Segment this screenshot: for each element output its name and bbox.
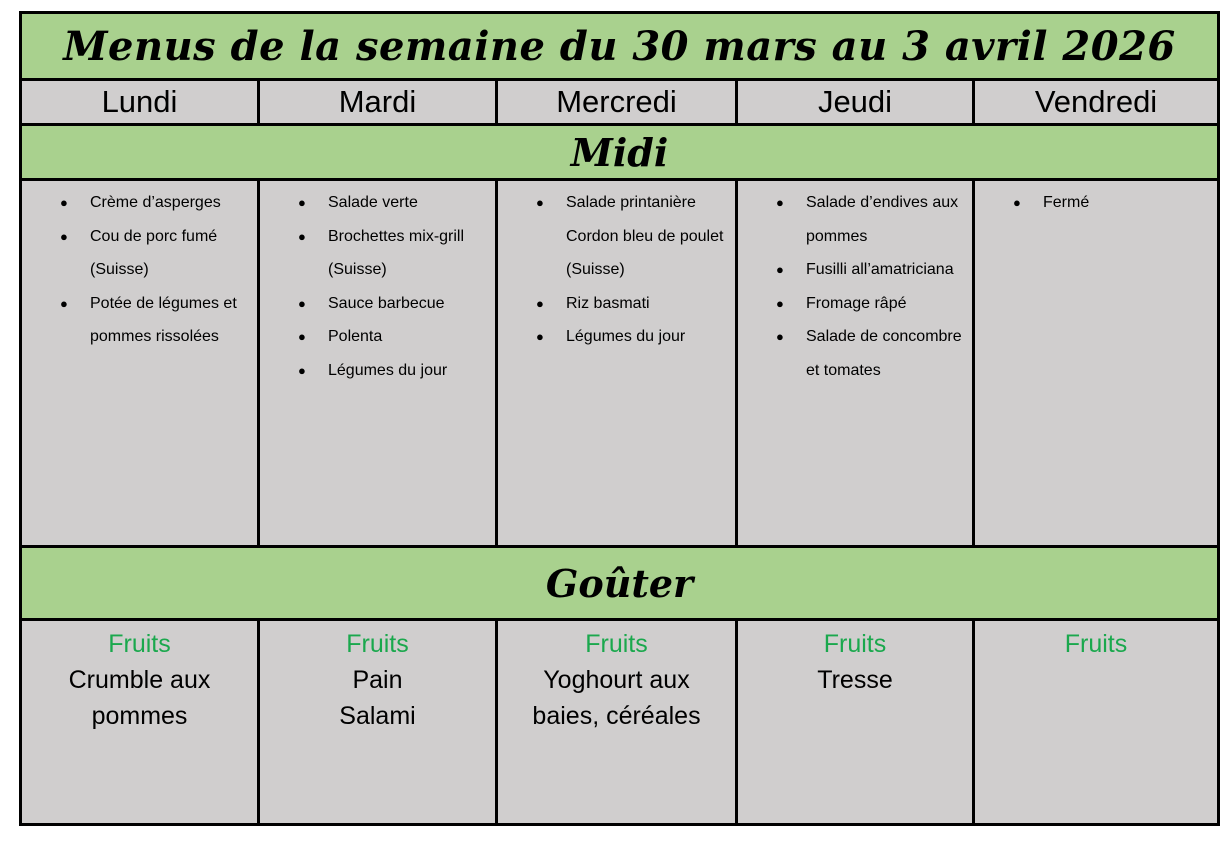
day-header-mardi: Mardi [259,80,497,125]
lunch-cell-mardi [259,180,497,547]
snack-section-header [21,547,1219,620]
day-header-lundi: Lundi [21,80,259,125]
snack-cell-mardi [259,620,497,825]
snack-item: Yoghourt aux baies, céréales [532,666,701,730]
snack-item: Crumble aux pommes [68,666,211,730]
lunch-section-header [21,125,1219,180]
snack-cell-vendredi [974,620,1219,825]
list-item: ● Sauce barbecue [260,287,489,321]
lunch-cell-lundi [21,180,259,547]
list-item: ● Légumes du jour [260,354,489,388]
fruits-label: Fruits [346,630,409,658]
list-item: ● Potée de légumes et pommes rissolées [22,287,251,354]
list-item: ● Polenta [260,320,489,354]
weekly-menu-table [19,11,1220,826]
lunch-section-title: Midi [570,129,669,175]
day-header-jeudi: Jeudi [737,80,974,125]
list-item: ● Salade de concombre et tomates [738,320,966,387]
list-item: ● Fusilli all’amatriciana [738,253,966,287]
fruits-label: Fruits [1064,630,1128,658]
list-item: ● Fromage râpé [738,287,966,321]
snack-cell-mercredi [497,620,737,825]
lunch-cell-jeudi [737,180,974,547]
list-item: ● Fermé [975,186,1211,220]
list-item: ● Salade verte [260,186,489,220]
list-item: ● Brochettes mix-grill (Suisse) [260,220,489,287]
list-item: ● Crème d’asperges [22,186,251,220]
title-cell [21,13,1219,80]
page-title: Menus de la semaine du 30 mars au 3 avril 2026 [63,22,1176,70]
snack-cell-jeudi [737,620,974,825]
snack-section-title: Goûter [545,560,694,606]
day-header-mercredi: Mercredi [497,80,737,125]
list-item: ● Légumes du jour [498,320,729,354]
snack-cell-lundi [21,620,259,825]
lunch-cell-vendredi [974,180,1219,547]
list-item: ● Salade d’endives aux pommes [738,186,966,253]
list-item: ● Cou de porc fumé (Suisse) [22,220,251,287]
fruits-label: Fruits [585,630,648,658]
list-item: ● Salade printanière Cordon bleu de poulet (Suisse) [498,186,729,287]
lunch-list-mardi [260,181,495,388]
lunch-list-mercredi [498,181,735,354]
lunch-list-lundi [22,181,257,354]
lunch-list-jeudi [738,181,972,388]
lunch-cell-mercredi [497,180,737,547]
fruits-label: Fruits [108,630,171,658]
fruits-label: Fruits [823,630,887,658]
list-item: ● Riz basmati [498,287,729,321]
snack-item: Pain Salami [339,666,416,730]
lunch-list-vendredi [975,181,1217,220]
snack-item: Tresse [817,666,893,694]
day-header-vendredi: Vendredi [974,80,1219,125]
